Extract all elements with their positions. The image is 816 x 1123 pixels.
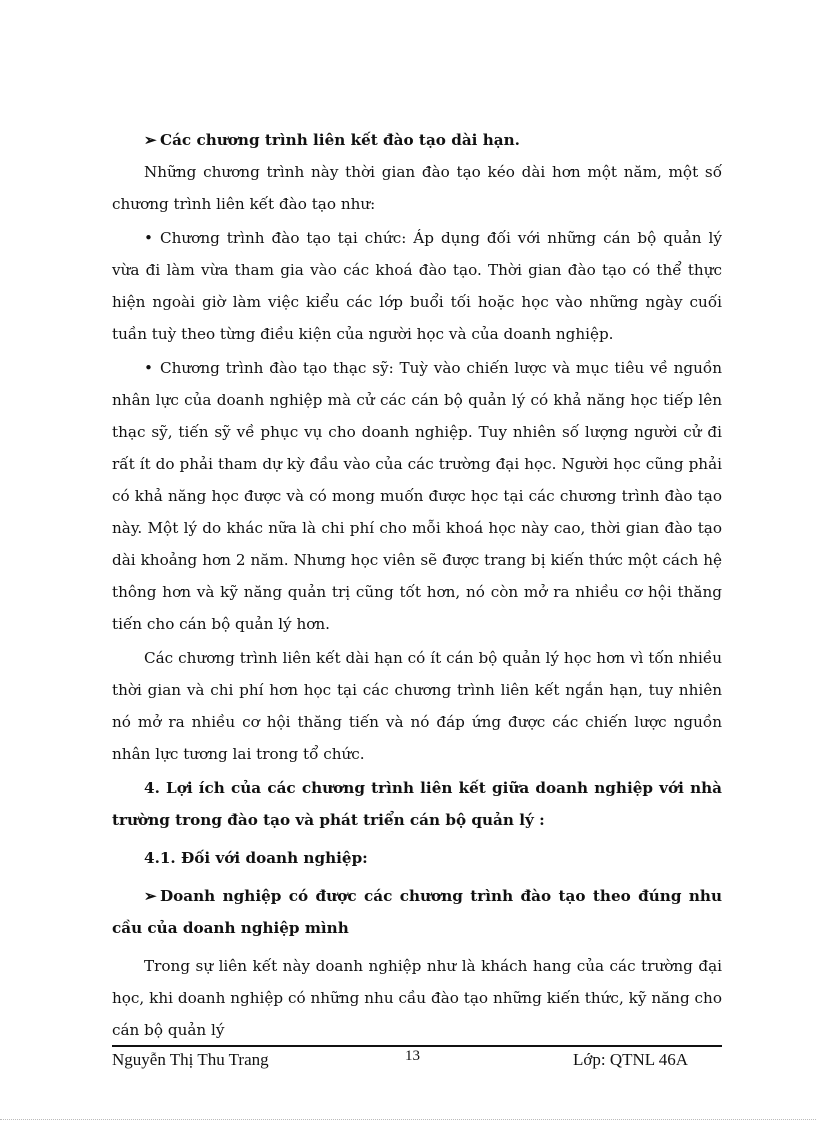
paragraph-long-term-summary: Các chương trình liên kết dài hạn có ít cán bộ quản lý học hơn vì tốn nhiều thời gian và chi phí hơn học tại các chương trình liên kết ngắn hạn, tuy nhiên nó mở ra nhiều cơ hội thăng tiến và nó đáp ứng được các chiến lược nguồn nhân lực tương lai trong tổ chức. <box>112 649 722 763</box>
arrow-bullet-icon: ➢ <box>144 131 157 149</box>
subsection-heading-programs <box>112 880 722 944</box>
page-bottom-edge <box>0 1119 816 1120</box>
subsection-heading-enterprise: 4.1. Đối với doanh nghiệp: <box>144 849 368 867</box>
arrow-bullet-icon: ➢ <box>144 887 157 905</box>
bullet-text: Chương trình đào tạo thạc sỹ: Tuỳ vào chiến lược và mục tiêu về nguồn nhân lực của doanh nghiệp mà cử các cán bộ quản lý có khả năng học tiếp lên thạc sỹ, tiến sỹ về phục vụ cho doanh nghiệp. Tuy nhiên số lượng người cử đi rất ít do phải tham dự kỳ đầu vào của các trường đại học. Người học cũng phải có khả năng học được và có mong muốn được học tại các chương trình đào tạo này. Một lý do khác nữa là chi phí cho mỗi khoá học này cao, thời gian đào tạo dài khoảng hơn 2 năm. Nhưng học viên sẽ được trang bị kiến thức một cách hệ thông hơn và kỹ năng quản trị cũng tốt hơn, nó còn mở ra nhiều cơ hội thăng tiến cho cán bộ quản lý hơn. <box>112 359 722 633</box>
footer-class-label: Lớp: QTNL 46A <box>573 1050 689 1069</box>
bullet-text: Chương trình đào tạo tại chức: Áp dụng đối với những cán bộ quản lý vừa đi làm vừa tham gia vào các khoá đào tạo. Thời gian đào tạo có thể thực hiện ngoài giờ làm việc kiểu các lớp buổi tối hoặc học vào những ngày cuối tuần tuỳ theo từng điều kiện của người học và của doanh nghiệp. <box>112 229 722 343</box>
document-body <box>112 124 722 1048</box>
section-heading-text: Các chương trình liên kết đào tạo dài hạn. <box>160 131 520 149</box>
subsection-heading-text: Doanh nghiệp có được các chương trình đào tạo theo đúng nhu cầu của doanh nghiệp mình <box>112 887 722 937</box>
bullet-dot-icon: • <box>144 229 153 247</box>
bullet-dot-icon: • <box>144 359 153 377</box>
bullet-part-time <box>112 222 722 350</box>
footer-divider <box>112 1045 722 1047</box>
footer-author: Nguyễn Thị Thu Trang <box>112 1050 269 1069</box>
section-heading-long-term <box>112 124 722 156</box>
footer-page-number: 13 <box>405 1048 420 1064</box>
paragraph-intro: Những chương trình này thời gian đào tạo kéo dài hơn một năm, một số chương trình liên kết đào tạo như: <box>112 163 722 213</box>
bullet-masters <box>112 352 722 640</box>
section-heading-benefits: 4. Lợi ích của các chương trình liên kết giữa doanh nghiệp với nhà trường trong đào tạo và phát triển cán bộ quản lý : <box>112 779 722 829</box>
paragraph-enterprise-customer: Trong sự liên kết này doanh nghiệp như là khách hang của các trường đại học, khi doanh nghiệp có những nhu cầu đào tạo những kiến thức, kỹ năng cho cán bộ quản lý <box>112 957 722 1039</box>
